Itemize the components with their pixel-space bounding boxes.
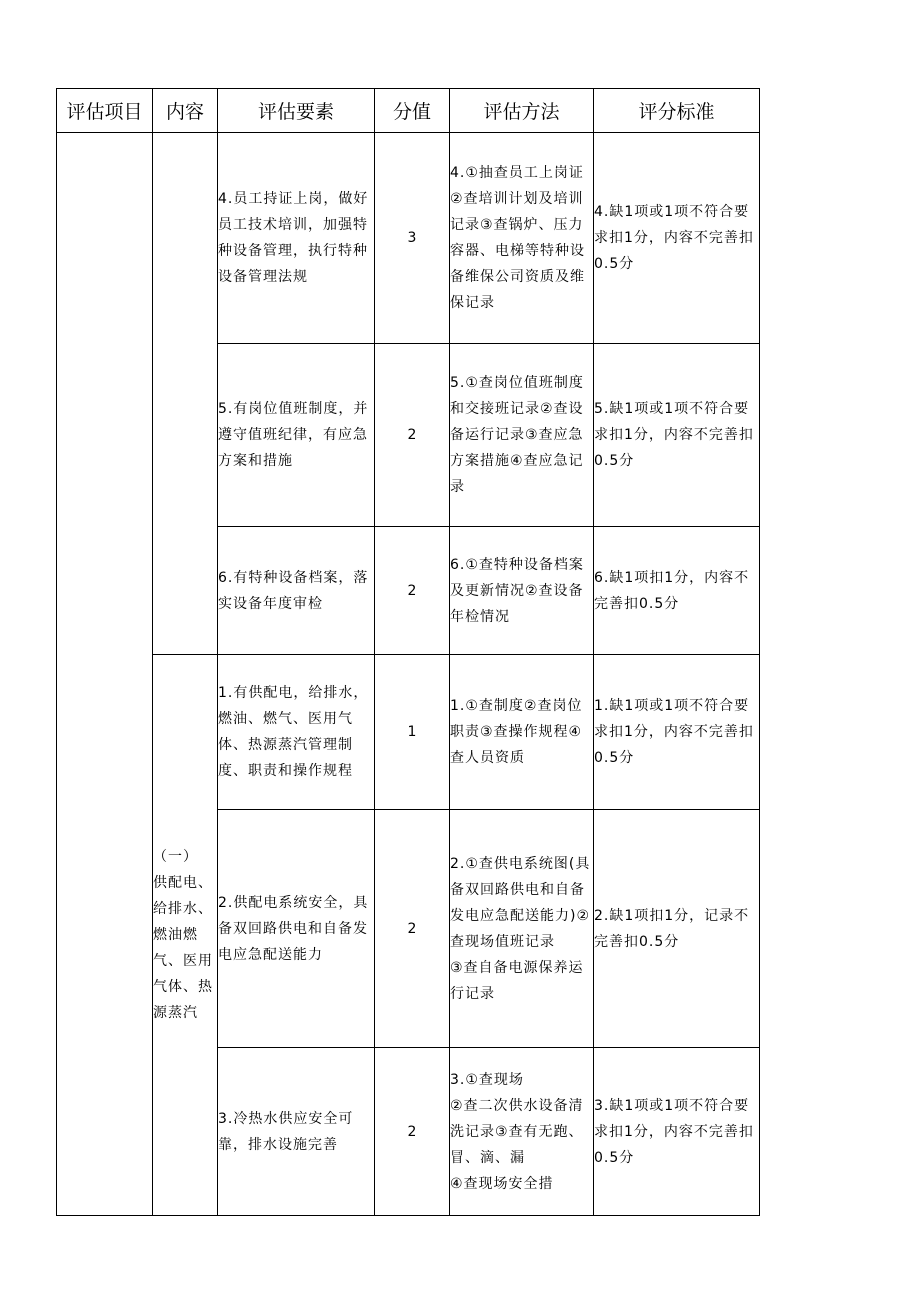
header-content: 内容	[153, 89, 218, 133]
standard-cell: 4.缺1项或1项不符合要求扣1分，内容不完善扣0.5分	[594, 133, 760, 344]
element-cell: 6.有特种设备档案，落实设备年度审检	[218, 527, 375, 655]
score-cell: 2	[375, 810, 450, 1048]
method-cell: 2.①查供电系统图(具备双回路供电和自备发电应急配送能力)②查现场值班记录 ③查自备电源保养运行记录	[450, 810, 594, 1048]
element-cell: 5.有岗位值班制度，并遵守值班纪律，有应急方案和措施	[218, 344, 375, 527]
table-row	[57, 133, 760, 344]
score-cell: 1	[375, 655, 450, 810]
method-cell: 3.①查现场 ②查二次供水设备清洗记录③查有无跑、冒、滴、漏 ④查现场安全措	[450, 1048, 594, 1216]
content-cell-empty	[153, 133, 218, 655]
standard-cell: 1.缺1项或1项不符合要求扣1分，内容不完善扣0.5分	[594, 655, 760, 810]
header-evaluation-item: 评估项目	[57, 89, 153, 133]
section-supply-systems: （一） 供配电、给排水、燃油燃气、医用气体、热源蒸汽	[153, 655, 218, 1216]
header-row	[57, 89, 760, 133]
standard-cell: 3.缺1项或1项不符合要求扣1分，内容不完善扣0.5分	[594, 1048, 760, 1216]
header-evaluation-element: 评估要素	[218, 89, 375, 133]
header-evaluation-method: 评估方法	[450, 89, 594, 133]
score-cell: 2	[375, 1048, 450, 1216]
element-cell: 1.有供配电，给排水，燃油、燃气、医用气体、热源蒸汽管理制度、职责和操作规程	[218, 655, 375, 810]
standard-cell: 5.缺1项或1项不符合要求扣1分，内容不完善扣0.5分	[594, 344, 760, 527]
element-cell: 3.冷热水供应安全可靠，排水设施完善	[218, 1048, 375, 1216]
header-scoring-standard: 评分标准	[594, 89, 760, 133]
element-cell: 4.员工持证上岗，做好员工技术培训，加强特种设备管理，执行特种设备管理法规	[218, 133, 375, 344]
table-row	[57, 655, 760, 810]
evaluation-item-cell	[57, 133, 153, 1216]
evaluation-table	[56, 88, 760, 1216]
method-cell: 6.①查特种设备档案及更新情况②查设备年检情况	[450, 527, 594, 655]
score-cell: 2	[375, 527, 450, 655]
method-cell: 5.①查岗位值班制度和交接班记录②查设备运行记录③查应急方案措施④查应急记录	[450, 344, 594, 527]
method-cell: 1.①查制度②查岗位职责③查操作规程④查人员资质	[450, 655, 594, 810]
score-cell: 2	[375, 344, 450, 527]
standard-cell: 2.缺1项扣1分，记录不完善扣0.5分	[594, 810, 760, 1048]
standard-cell: 6.缺1项扣1分，内容不完善扣0.5分	[594, 527, 760, 655]
header-score: 分值	[375, 89, 450, 133]
method-cell: 4.①抽查员工上岗证②查培训计划及培训记录③查锅炉、压力容器、电梯等特种设备维保公司资质及维保记录	[450, 133, 594, 344]
score-cell: 3	[375, 133, 450, 344]
element-cell: 2.供配电系统安全，具备双回路供电和自备发电应急配送能力	[218, 810, 375, 1048]
